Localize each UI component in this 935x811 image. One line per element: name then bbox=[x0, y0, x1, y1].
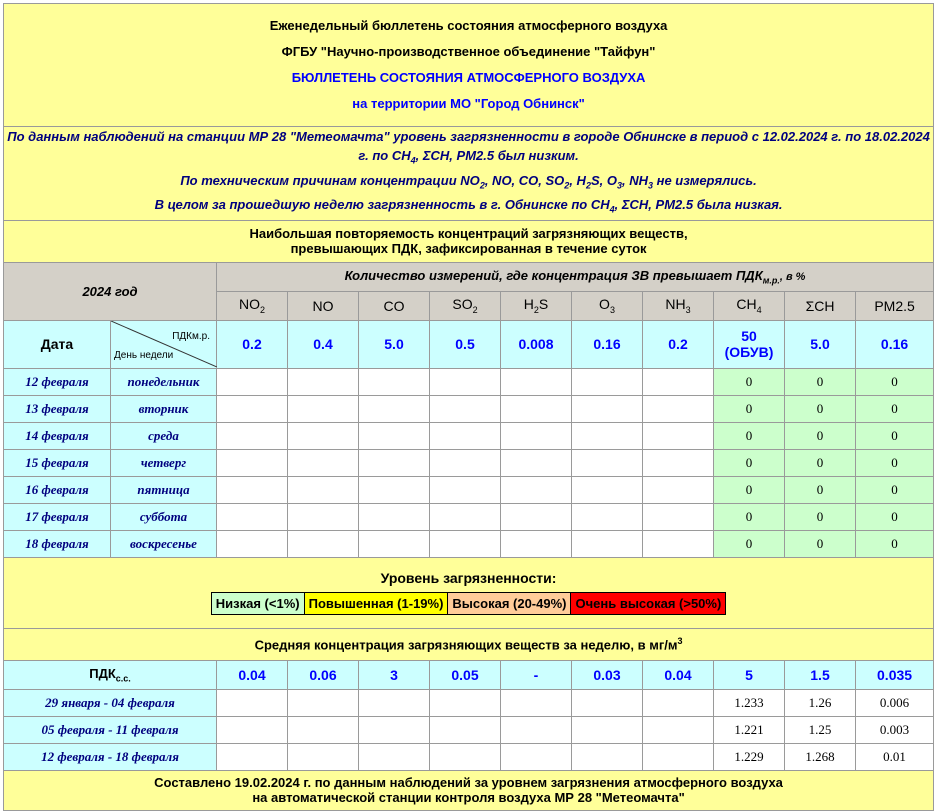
freq-cell bbox=[430, 422, 501, 449]
weekly-cell bbox=[430, 743, 501, 770]
freq-cell bbox=[501, 476, 572, 503]
freq-cell: 0 bbox=[785, 368, 856, 395]
pollutant-header: $O_3$ bbox=[572, 291, 643, 320]
weekly-cell: 1.233 bbox=[714, 689, 785, 716]
weekly-title: Средняя концентрация загрязняющих веществ за неделю, в $мг/м^3$ bbox=[4, 628, 934, 660]
row-date: 13 февраля bbox=[4, 395, 111, 422]
row-date: 12 февраля bbox=[4, 368, 111, 395]
header-line-3: БЮЛЛЕТЕНЬ СОСТОЯНИЯ АТМОСФЕРНОГО ВОЗДУХА bbox=[291, 70, 646, 85]
freq-cell: 0 bbox=[856, 503, 934, 530]
freq-cell: 0 bbox=[856, 449, 934, 476]
pdk-row bbox=[4, 320, 934, 368]
freq-cell bbox=[572, 422, 643, 449]
pdk-value: 0.16 bbox=[856, 320, 934, 368]
freq-cell: 0 bbox=[856, 530, 934, 557]
pdk-value: 0.4 bbox=[288, 320, 359, 368]
row-weekday: воскресенье bbox=[111, 530, 217, 557]
freq-cell bbox=[430, 395, 501, 422]
freq-cell bbox=[217, 395, 288, 422]
summary bbox=[4, 127, 934, 221]
weekly-cell bbox=[643, 716, 714, 743]
pollutant-header: NO bbox=[288, 291, 359, 320]
weekly-cell bbox=[288, 689, 359, 716]
freq-cell bbox=[288, 449, 359, 476]
freq-cell bbox=[501, 503, 572, 530]
freq-cell bbox=[217, 449, 288, 476]
weekly-row bbox=[4, 689, 934, 716]
freq-cell bbox=[501, 422, 572, 449]
freq-cell bbox=[217, 422, 288, 449]
summary-line-2: По техническим причинам концентрации $NO_2$, NO, CO, $SO_2$, $H_2S$, $O_3$, $NH_3$ не измерялись. bbox=[180, 172, 757, 191]
freq-cell: 0 bbox=[785, 422, 856, 449]
pdk-ss-value: 3 bbox=[359, 660, 430, 689]
level-item: Повышенная (1-19%) bbox=[304, 593, 448, 615]
summary-line-3: В целом за прошедшую неделю загрязненность в г. Обнинске по $CH_4$, ΣCH, PM2.5 была низкая. bbox=[154, 197, 783, 215]
level-item: Высокая (20-49%) bbox=[448, 593, 571, 615]
weekly-cell bbox=[501, 689, 572, 716]
freq-cell bbox=[643, 503, 714, 530]
freq-cell bbox=[217, 503, 288, 530]
weekly-cell bbox=[359, 716, 430, 743]
pollutant-header: $NO_2$ bbox=[217, 291, 288, 320]
freq-cell: 0 bbox=[856, 422, 934, 449]
weekly-cell bbox=[572, 743, 643, 770]
pollutant-header: CO bbox=[359, 291, 430, 320]
freq-cell: 0 bbox=[785, 503, 856, 530]
pdk-ss-label: $ПДК_{с.с.}$ bbox=[4, 660, 217, 689]
count-header: Количество измерений, где концентрация ЗВ превышает $ПДК_{м.р.}$, в % bbox=[217, 262, 934, 291]
freq-cell bbox=[572, 449, 643, 476]
freq-row bbox=[4, 368, 934, 395]
pdk-value: 5.0 bbox=[359, 320, 430, 368]
weekly-cell bbox=[643, 689, 714, 716]
pdk-ss-value: - bbox=[501, 660, 572, 689]
weekly-cell bbox=[217, 743, 288, 770]
freq-cell: 0 bbox=[856, 395, 934, 422]
pollutant-header: ΣCH bbox=[785, 291, 856, 320]
freq-rows bbox=[4, 368, 934, 557]
weekly-cell bbox=[359, 689, 430, 716]
pdk-ss-value: 0.06 bbox=[288, 660, 359, 689]
freq-cell: 0 bbox=[856, 368, 934, 395]
freq-cell bbox=[501, 395, 572, 422]
weekly-cell bbox=[288, 743, 359, 770]
freq-title-line-2: превышающих ПДК, зафиксированная в течение суток bbox=[290, 241, 647, 257]
bulletin bbox=[3, 3, 934, 811]
weekly-period: 05 февраля - 11 февраля bbox=[4, 716, 217, 743]
freq-cell: 0 bbox=[714, 503, 785, 530]
weekly-cell: 0.006 bbox=[856, 689, 934, 716]
freq-cell bbox=[430, 449, 501, 476]
weekly-cell: 0.01 bbox=[856, 743, 934, 770]
weekly-cell bbox=[643, 743, 714, 770]
freq-cell bbox=[501, 368, 572, 395]
freq-cell bbox=[217, 476, 288, 503]
freq-cell bbox=[643, 395, 714, 422]
row-weekday: четверг bbox=[111, 449, 217, 476]
freq-row bbox=[4, 422, 934, 449]
pdk-ss-value: 0.04 bbox=[217, 660, 288, 689]
freq-cell: 0 bbox=[785, 395, 856, 422]
weekly-cell bbox=[217, 716, 288, 743]
freq-cell: 0 bbox=[714, 530, 785, 557]
freq-cell bbox=[572, 368, 643, 395]
footer-line-2: на автоматической станции контроля воздуха МР 28 "Метеомачта" bbox=[252, 790, 685, 806]
freq-cell bbox=[572, 530, 643, 557]
row-date: 17 февраля bbox=[4, 503, 111, 530]
row-date: 14 февраля bbox=[4, 422, 111, 449]
row-weekday: среда bbox=[111, 422, 217, 449]
pollutant-header: $CH_4$ bbox=[714, 291, 785, 320]
freq-cell bbox=[359, 368, 430, 395]
header-line-2: ФГБУ "Научно-производственное объединение "Тайфун" bbox=[281, 44, 656, 59]
freq-title bbox=[4, 220, 934, 262]
freq-cell bbox=[288, 476, 359, 503]
pdk-label: ПДКм.р. bbox=[172, 331, 210, 343]
weekly-period: 12 февраля - 18 февраля bbox=[4, 743, 217, 770]
pdk-weekday-header bbox=[111, 320, 217, 368]
freq-cell bbox=[643, 476, 714, 503]
row-date: 16 февраля bbox=[4, 476, 111, 503]
freq-cell bbox=[359, 449, 430, 476]
weekly-cell: 1.229 bbox=[714, 743, 785, 770]
weekday-label: День недели bbox=[114, 350, 174, 362]
pollutant-header: $H_2S$ bbox=[501, 291, 572, 320]
freq-cell: 0 bbox=[785, 530, 856, 557]
weekly-cell bbox=[501, 716, 572, 743]
pdk-ss-value: 5 bbox=[714, 660, 785, 689]
weekly-cell: 1.25 bbox=[785, 716, 856, 743]
footer-line-1: Составлено 19.02.2024 г. по данным наблюдений за уровнем загрязнения атмосферного воздуха bbox=[154, 775, 783, 791]
weekly-cell: 0.003 bbox=[856, 716, 934, 743]
freq-cell: 0 bbox=[714, 449, 785, 476]
weekly-cell bbox=[430, 689, 501, 716]
freq-row bbox=[4, 395, 934, 422]
freq-cell bbox=[430, 476, 501, 503]
weekly-cell bbox=[430, 716, 501, 743]
freq-cell: 0 bbox=[714, 395, 785, 422]
freq-cell: 0 bbox=[714, 368, 785, 395]
freq-cell bbox=[359, 422, 430, 449]
row-date: 18 февраля bbox=[4, 530, 111, 557]
freq-cell: 0 bbox=[785, 449, 856, 476]
freq-cell: 0 bbox=[785, 476, 856, 503]
freq-title-line-1: Наибольшая повторяемость концентраций загрязняющих веществ, bbox=[249, 226, 688, 242]
freq-row bbox=[4, 530, 934, 557]
pdk-ss-value: 1.5 bbox=[785, 660, 856, 689]
level-title: Уровень загрязненности: bbox=[380, 570, 557, 587]
freq-cell bbox=[430, 530, 501, 557]
freq-cell bbox=[217, 368, 288, 395]
row-weekday: суббота bbox=[111, 503, 217, 530]
bulletin-header bbox=[4, 4, 934, 127]
pollutant-header: PM2.5 bbox=[856, 291, 934, 320]
weekly-row bbox=[4, 716, 934, 743]
freq-cell bbox=[359, 476, 430, 503]
header-line-1: Еженедельный бюллетень состояния атмосферного воздуха bbox=[269, 18, 668, 33]
freq-cell bbox=[430, 368, 501, 395]
freq-cell bbox=[359, 395, 430, 422]
pdk-ss-value: 0.03 bbox=[572, 660, 643, 689]
pdk-value: 50 (ОБУВ) bbox=[714, 320, 785, 368]
pdk-value: 0.008 bbox=[501, 320, 572, 368]
level-legend-table bbox=[211, 592, 727, 615]
freq-cell bbox=[501, 530, 572, 557]
freq-row bbox=[4, 449, 934, 476]
pdk-value: 0.2 bbox=[643, 320, 714, 368]
header-line-4: на территории МО "Город Обнинск" bbox=[352, 96, 585, 111]
freq-row bbox=[4, 503, 934, 530]
footer bbox=[4, 770, 934, 810]
pollutant-header: $NH_3$ bbox=[643, 291, 714, 320]
pdk-ss-row bbox=[4, 660, 934, 689]
weekly-cell bbox=[501, 743, 572, 770]
row-weekday: понедельник bbox=[111, 368, 217, 395]
weekly-cell bbox=[572, 716, 643, 743]
summary-line-1: По данным наблюдений на станции МР 28 "Метеомачта" уровень загрязненности в городе Обнинске в период с 12.02.2024 г. по 18.02.2024 г. по $CH_4$, ΣCH, PM2.5 был низким. bbox=[7, 129, 930, 166]
year-label: 2024 год bbox=[4, 262, 217, 320]
freq-cell bbox=[430, 503, 501, 530]
bulletin-table bbox=[3, 3, 934, 811]
pdk-ss-value: 0.05 bbox=[430, 660, 501, 689]
freq-cell: 0 bbox=[856, 476, 934, 503]
weekly-row bbox=[4, 743, 934, 770]
freq-cell bbox=[359, 530, 430, 557]
freq-cell bbox=[288, 422, 359, 449]
freq-cell bbox=[288, 503, 359, 530]
pdk-value: 0.2 bbox=[217, 320, 288, 368]
pdk-ss-value: 0.04 bbox=[643, 660, 714, 689]
pollutant-header: $SO_2$ bbox=[430, 291, 501, 320]
freq-cell bbox=[572, 476, 643, 503]
weekly-cell bbox=[217, 689, 288, 716]
pdk-ss-value: 0.035 bbox=[856, 660, 934, 689]
freq-cell bbox=[288, 395, 359, 422]
freq-cell bbox=[572, 395, 643, 422]
freq-cell bbox=[643, 422, 714, 449]
weekly-period: 29 января - 04 февраля bbox=[4, 689, 217, 716]
pdk-value: 5.0 bbox=[785, 320, 856, 368]
weekly-rows bbox=[4, 689, 934, 770]
weekly-cell bbox=[359, 743, 430, 770]
weekly-cell bbox=[288, 716, 359, 743]
level-item: Очень высокая (>50%) bbox=[571, 593, 726, 615]
freq-cell: 0 bbox=[714, 422, 785, 449]
freq-cell bbox=[288, 368, 359, 395]
pdk-value: 0.5 bbox=[430, 320, 501, 368]
level-item: Низкая (<1%) bbox=[211, 593, 304, 615]
weekly-cell: 1.221 bbox=[714, 716, 785, 743]
weekly-cell bbox=[572, 689, 643, 716]
freq-cell bbox=[288, 530, 359, 557]
row-weekday: вторник bbox=[111, 395, 217, 422]
row-weekday: пятница bbox=[111, 476, 217, 503]
weekly-cell: 1.268 bbox=[785, 743, 856, 770]
freq-cell: 0 bbox=[714, 476, 785, 503]
row-date: 15 февраля bbox=[4, 449, 111, 476]
freq-cell bbox=[643, 368, 714, 395]
freq-row bbox=[4, 476, 934, 503]
pdk-value: 0.16 bbox=[572, 320, 643, 368]
freq-cell bbox=[643, 530, 714, 557]
freq-cell bbox=[217, 530, 288, 557]
freq-cell bbox=[572, 503, 643, 530]
date-label: Дата bbox=[4, 320, 111, 368]
freq-cell bbox=[501, 449, 572, 476]
level-legend bbox=[4, 557, 934, 628]
freq-cell bbox=[643, 449, 714, 476]
weekly-cell: 1.26 bbox=[785, 689, 856, 716]
freq-cell bbox=[359, 503, 430, 530]
